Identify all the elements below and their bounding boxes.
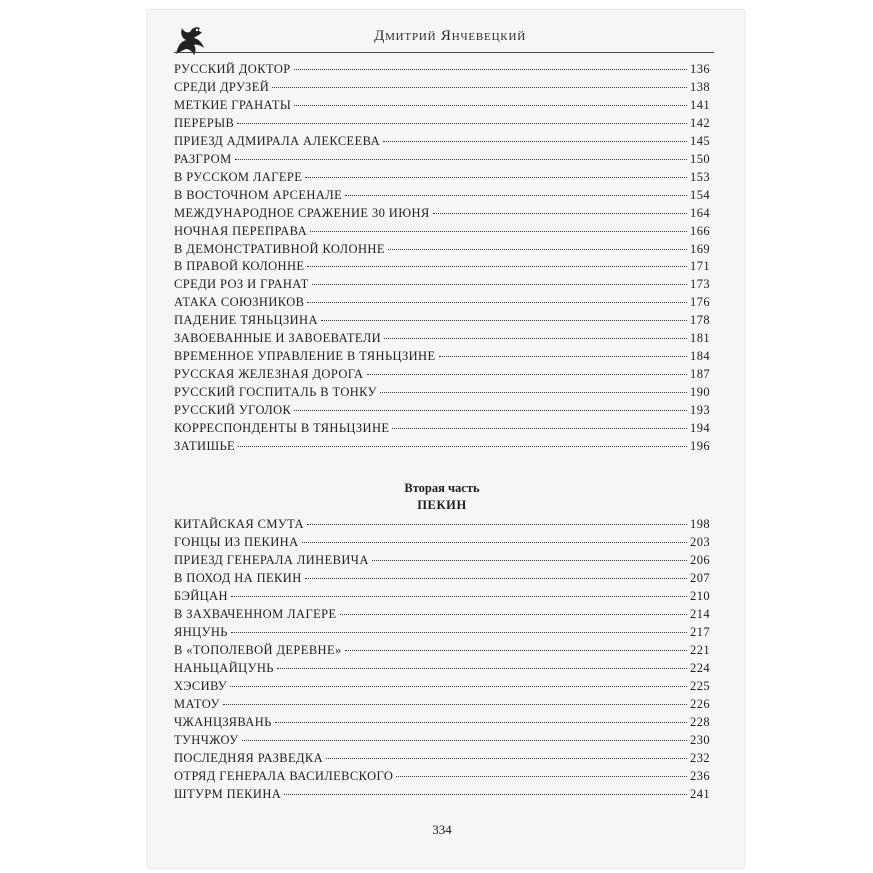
- toc-leader-dots: [392, 428, 687, 429]
- toc-entry-title: В ПОХОД НА ПЕКИН: [174, 571, 302, 585]
- toc-entry: [174, 222, 710, 240]
- toc-entry-title: ПРИЕЗД ГЕНЕРАЛА ЛИНЕВИЧА: [174, 553, 369, 567]
- toc-entry: [174, 257, 710, 275]
- toc-entry: [174, 365, 710, 383]
- toc-entry-page: 138: [690, 79, 710, 94]
- toc-entry-page: 196: [690, 438, 710, 453]
- toc-entry-page: 166: [690, 223, 710, 238]
- toc-leader-dots: [380, 392, 687, 393]
- toc-entry-page: 203: [690, 535, 710, 549]
- toc-entry: [174, 731, 710, 749]
- toc-entry: [174, 533, 710, 551]
- toc-entry-title: ЗАТИШЬЕ: [174, 438, 236, 453]
- toc-entry: [174, 515, 710, 533]
- toc-leader-dots: [307, 524, 687, 525]
- toc-leader-dots: [294, 105, 687, 106]
- toc-leader-dots: [230, 686, 687, 687]
- toc-entry-page: 194: [690, 421, 710, 435]
- toc-entry: [174, 329, 710, 347]
- toc-entry-title: РАЗГРОМ: [174, 151, 232, 166]
- part-label: Вторая часть: [404, 481, 480, 495]
- toc-entry-title: СРЕДИ ДРУЗЕЙ: [174, 79, 270, 94]
- toc-entry-page: 190: [690, 385, 710, 400]
- toc-leader-dots: [383, 141, 687, 142]
- toc-leader-dots: [302, 542, 688, 543]
- dragon-logo-icon: [170, 20, 210, 60]
- toc-entry-title: НАНЬЦАЙЦУНЬ: [174, 661, 274, 675]
- toc-leader-dots: [384, 338, 687, 339]
- toc-entry-title: КОРРЕСПОНДЕНТЫ В ТЯНЬЦЗИНЕ: [174, 421, 390, 435]
- toc-leader-dots: [305, 177, 687, 178]
- toc-entry-page: 228: [690, 715, 710, 729]
- toc-entry: [174, 383, 710, 401]
- toc-entry: [174, 713, 710, 731]
- toc-entry-page: 173: [690, 277, 710, 292]
- toc-entry-title: В ДЕМОНСТРАТИВНОЙ КОЛОННЕ: [174, 241, 385, 256]
- toc-entry-title: РУССКИЙ ДОКТОР: [174, 62, 291, 76]
- toc-entry-page: 217: [690, 625, 710, 639]
- toc-entry-page: 225: [690, 679, 710, 693]
- toc-leader-dots: [223, 704, 687, 705]
- toc-entry-page: 181: [690, 331, 710, 346]
- toc-entry-page: 141: [690, 97, 710, 112]
- toc-entry-title: РУССКИЙ ГОСПИТАЛЬ В ТОНКУ: [174, 385, 377, 400]
- toc-entry: [174, 641, 710, 659]
- toc-entry: [174, 551, 710, 569]
- toc-entry-title: ОТРЯД ГЕНЕРАЛА ВАСИЛЕВСКОГО: [174, 769, 394, 783]
- toc-leader-dots: [321, 320, 687, 321]
- toc-entry-page: 142: [690, 115, 710, 130]
- toc-entry-page: 193: [690, 403, 710, 418]
- toc-entry-title: ВРЕМЕННОЕ УПРАВЛЕНИЕ В ТЯНЬЦЗИНЕ: [174, 349, 436, 364]
- toc-leader-dots: [277, 668, 687, 669]
- toc-entry-title: РУССКИЙ УГОЛОК: [174, 403, 292, 418]
- toc-entry: [174, 785, 710, 803]
- toc-entry-page: 164: [690, 205, 710, 220]
- toc-entry: [174, 60, 710, 78]
- toc-entry: [174, 437, 710, 455]
- toc-entry-page: 184: [690, 349, 710, 364]
- toc-entry-page: 187: [690, 367, 710, 382]
- toc-entry-title: ЧЖАНЦЗЯВАНЬ: [174, 715, 272, 729]
- toc-leader-dots: [345, 650, 687, 651]
- toc-entry: [174, 659, 710, 677]
- toc-leader-dots: [307, 302, 687, 303]
- toc-leader-dots: [237, 123, 687, 124]
- toc-entry-page: 176: [690, 295, 710, 310]
- toc-leader-dots: [433, 213, 687, 214]
- toc-entry: [174, 677, 710, 695]
- part-title: ПЕКИН: [417, 498, 467, 512]
- toc-leader-dots: [284, 794, 687, 795]
- toc-leader-dots: [310, 231, 687, 232]
- toc-entry: [174, 695, 710, 713]
- toc-entry-page: 221: [690, 643, 710, 657]
- header-rule: [174, 52, 714, 53]
- toc-entry: [174, 78, 710, 96]
- toc-entry-page: 206: [690, 553, 710, 567]
- toc-entry: [174, 401, 710, 419]
- toc-entry: [174, 150, 710, 168]
- toc-entry: [174, 767, 710, 785]
- toc-entry-page: 241: [690, 787, 710, 801]
- running-header-author: Дмитрий Янчевецкий: [374, 28, 526, 44]
- toc-entry-page: 169: [690, 241, 710, 256]
- toc-leader-dots: [367, 374, 688, 375]
- toc-entry-title: В ВОСТОЧНОМ АРСЕНАЛЕ: [174, 187, 343, 202]
- toc-entry-title: БЭЙЦАН: [174, 589, 228, 603]
- toc-entry-title: ПОСЛЕДНЯЯ РАЗВЕДКА: [174, 751, 324, 765]
- toc-leader-dots: [372, 560, 687, 561]
- toc-entry: [174, 347, 710, 365]
- toc-entry-title: СРЕДИ РОЗ И ГРАНАТ: [174, 277, 309, 292]
- toc-entry-title: ЗАВОЕВАННЫЕ И ЗАВОЕВАТЕЛИ: [174, 331, 382, 346]
- toc-entry: [174, 186, 710, 204]
- page-number: 334: [432, 822, 452, 837]
- toc-leader-dots: [312, 284, 687, 285]
- toc-entry-page: 210: [690, 589, 710, 603]
- toc-entry-title: МЕТКИЕ ГРАНАТЫ: [174, 97, 292, 112]
- toc-entry-title: В ЗАХВАЧЕННОМ ЛАГЕРЕ: [174, 607, 337, 621]
- toc-entry-title: ЯНЦУНЬ: [174, 625, 228, 639]
- toc-entry: [174, 311, 710, 329]
- toc-entry-title: ШТУРМ ПЕКИНА: [174, 787, 282, 801]
- toc-leader-dots: [238, 446, 687, 447]
- toc-entry: [174, 623, 710, 641]
- toc-leader-dots: [345, 195, 687, 196]
- toc-leader-dots: [235, 159, 687, 160]
- toc-entry: [174, 293, 710, 311]
- toc-entry-page: 150: [690, 151, 710, 166]
- toc-entry-page: 154: [690, 187, 710, 202]
- toc-leader-dots: [340, 614, 688, 615]
- toc-entry-page: 232: [690, 751, 710, 765]
- toc-leader-dots: [396, 776, 687, 777]
- toc-leader-dots: [275, 722, 687, 723]
- toc-leader-dots: [242, 740, 688, 741]
- toc-entry: [174, 419, 710, 437]
- toc-entry-title: ТУНЧЖОУ: [174, 733, 239, 747]
- toc-entry-page: 145: [690, 133, 710, 148]
- toc-entry-page: 224: [690, 661, 710, 675]
- toc-entry: [174, 605, 710, 623]
- toc-entry-title: МАТОУ: [174, 697, 220, 711]
- toc-entry-page: 153: [690, 169, 710, 184]
- toc-entry: [174, 240, 710, 258]
- toc-entry: [174, 168, 710, 186]
- toc-entry-page: 178: [690, 313, 710, 328]
- toc-leader-dots: [326, 758, 687, 759]
- toc-entry: [174, 569, 710, 587]
- toc-leader-dots: [231, 596, 687, 597]
- toc-leader-dots: [294, 410, 687, 411]
- toc-leader-dots: [305, 578, 687, 579]
- toc-entry: [174, 749, 710, 767]
- toc-entry-page: 214: [690, 607, 710, 621]
- toc-entry-title: В ПРАВОЙ КОЛОННЕ: [174, 259, 305, 274]
- toc-entry-page: 226: [690, 697, 710, 711]
- toc-entry-page: 236: [690, 769, 710, 783]
- toc-entry-page: 230: [690, 733, 710, 747]
- toc-entry: [174, 114, 710, 132]
- toc-leader-dots: [272, 87, 687, 88]
- toc-entry-page: 136: [690, 62, 710, 76]
- toc-entry-title: АТАКА СОЮЗНИКОВ: [174, 295, 305, 310]
- toc-entry: [174, 587, 710, 605]
- toc-leader-dots: [294, 69, 687, 70]
- toc-entry-title: РУССКАЯ ЖЕЛЕЗНАЯ ДОРОГА: [174, 367, 364, 382]
- toc-entry-title: НОЧНАЯ ПЕРЕПРАВА: [174, 223, 308, 238]
- toc-entry-page: 171: [690, 259, 710, 274]
- toc-leader-dots: [231, 632, 687, 633]
- toc-entry: [174, 132, 710, 150]
- toc-entry-title: ХЭСИВУ: [174, 679, 228, 693]
- toc-entry-title: ПЕРЕРЫВ: [174, 115, 235, 130]
- toc-entry-title: ГОНЦЫ ИЗ ПЕКИНА: [174, 535, 299, 549]
- toc-entry: [174, 275, 710, 293]
- toc-entry-title: МЕЖДУНАРОДНОЕ СРАЖЕНИЕ 30 ИЮНЯ: [174, 205, 430, 220]
- toc-entry-title: КИТАЙСКАЯ СМУТА: [174, 517, 304, 531]
- toc-entry-page: 207: [690, 571, 710, 585]
- toc-leader-dots: [307, 266, 687, 267]
- toc-entry: [174, 96, 710, 114]
- toc-entry: [174, 204, 710, 222]
- toc-entry-title: ПАДЕНИЕ ТЯНЬЦЗИНА: [174, 313, 318, 328]
- toc-leader-dots: [439, 356, 688, 357]
- toc-entry-title: В «ТОПОЛЕВОЙ ДЕРЕВНЕ»: [174, 643, 342, 657]
- toc-entry-title: ПРИЕЗД АДМИРАЛА АЛЕКСЕЕВА: [174, 133, 381, 148]
- toc-entry-title: В РУССКОМ ЛАГЕРЕ: [174, 169, 303, 184]
- toc-entry-page: 198: [690, 517, 710, 531]
- toc-leader-dots: [388, 249, 687, 250]
